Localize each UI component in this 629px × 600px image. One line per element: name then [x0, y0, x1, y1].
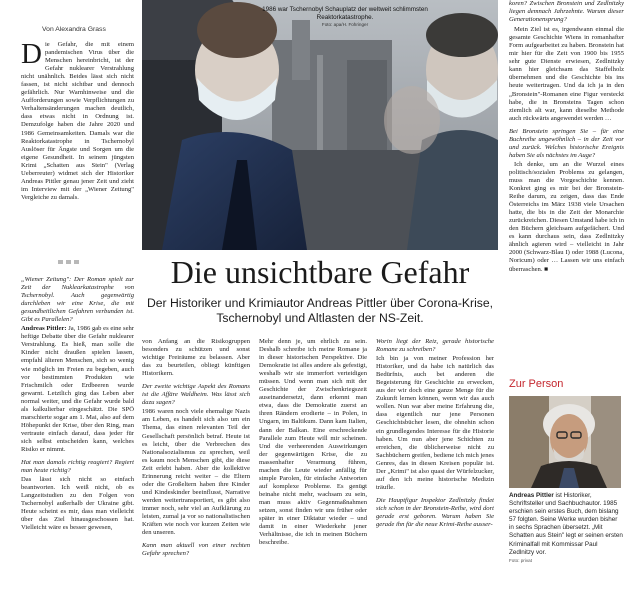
headline: Die unsichtbare Gefahr — [170, 254, 470, 290]
byline: Von Alexandra Grass — [42, 26, 106, 33]
question-6: Die Hauptfigur Inspektor Zedlnitzky findet sich schon in der Bronstein-Reihe, wird dort gerade erst geboren. Warum haben Sie gerade ihn für die neue Krimi-Reihe ausser- — [376, 496, 494, 529]
subheadline: Der Historiker und Krimiautor Andreas Pittler über Corona-Krise, Tschernobyl und Altlasten der NS-Zeit. — [146, 296, 494, 325]
drop-cap: D — [21, 41, 42, 70]
answer-5: Ich bin ja von meiner Profession her Historiker, und da habe ich natürlich das Bedürfnis, auch bei anderen die Begeisterung für Geschichte zu erwecken, aus der wir doch eine ganze Menge für die Zukunft lernen können, wenn wir das auch wollen. Nun war aber meine Erfahrung die, dass eigentlich nur jene Personen Geschichtsbücher lesen, die ohnehin schon ein grundlegendes Interesse für die Historie haben. Um nun aber jene Schichten zu erreichen, die üblicherweise nicht zu Sachbüchern greifen, bediene ich mich jenes Genres, das in diesen Kreisen populär ist. Der „Krimi" ist also quasi der Würfelzucker, auf den ich meine historische Medizin träufle. — [376, 355, 494, 491]
zur-person-heading: Zur Person — [509, 378, 564, 390]
column-1-lower — [21, 276, 134, 600]
answer-3: 1986 waren noch viele ehemalige Nazis am Leben, es handelt sich also um ein Thema, das einen relevanten Teil der Gesellschaft persönlich betraf. Heute ist es leicht, über die Verbrechen des Nationalsozialismus zu sprechen, weil es kaum noch Menschen gibt, die diese Zeit erlebt haben. Aber die kollektive Erinnerung reicht weiter – die Eltern oder die Großeltern haben ihre Kinder und Kindeskinder beeinflusst, Narrative werden weitertransportiert, es gibt also immer noch, sehr viel an Aufklärung zu leisten, zumal ja vor so nationalistischen Kräften wie noch vor kurzen Zeiten wie den unseren. — [142, 408, 250, 537]
question-3: Der zweite wichtige Aspekt des Romans ist die Affäre Waldheim. Was lässt sich dazu sagen? — [142, 383, 250, 407]
column-3 — [259, 338, 367, 600]
answer-2-continued: von Anfang an die Risikogruppen besonders zu schützen und sonst wichtige Freiräume zu belassen. Aber das zu beurteilen, obliegt künftigen Historikern. — [142, 338, 250, 378]
intro-paragraph — [21, 41, 134, 202]
question-4: Kann man aktuell von einer rechten Gefahr sprechen? — [142, 542, 250, 558]
author-bio — [509, 492, 623, 565]
column-5 — [509, 0, 624, 372]
answer-7 — [509, 161, 624, 274]
photo-credit: Foto: apa/H. Fohringer — [321, 22, 369, 27]
question-6-continued: koren? Zwischen Bronstein und Zedlnitzky liegen demnach Jahrzehnte. Warum dieser Generationensprung? — [509, 0, 624, 24]
caption-text: 1986 war Tschernobyl Schauplatz der weltweit schlimmsten Reaktorkatastrophe. — [262, 6, 428, 21]
author-name: Andreas Pittler — [509, 492, 554, 499]
end-mark: ■ — [544, 265, 549, 273]
answer-2: Das lässt sich nicht so einfach beantworten. Ich weiß nicht, ob es Langzeitstudien zu den Folgen von Tschernobyl außerhalb der Ukraine gibt. Heute scheint es mir, dass man vielleicht über das Ziel hinausgeschossen hat. Vielleicht wäre es besser gewesen, — [21, 476, 134, 532]
answer-4: Mehr denn je, um ehrlich zu sein. Deshalb schreibe ich meine Romane ja in dieser historischen Perspektive. Die Demokratie ist alles andere als gefestigt, weshalb wir sie immerfort verteidigen müssen. Und wenn man sich mit der Geschichte der Zwischenkriegszeit auseinandersetzt, dann erkennt man etwa, dass die Demokratie zuerst an ihren Rändern erodierte – in Polen, in Ungarn, im Baltikum. Dann kam Italien, dann der Balkan. Eine erschreckende Parallele zum Heute will mir scheinen. Und die verheerenden Auswirkungen der gegenwärtigen Krise, die zu massenhafter Verarmung führen, machen die Leute wieder anfällig für simple Parolen, für einfache Antworten auf komplexe Probleme. Es genügt beinahe nicht mehr, wachsam zu sein, man muss aktiv Gegenmaßnahmen setzen, sonst finden wir uns früher oder später in einer Diktatur wieder – und damit in einer Wiederkehr jener Verhältnisse, die ich in meinen Büchern beschreibe. — [259, 338, 367, 547]
question-2: Hat man damals richtig reagiert? Regiert man heute richtig? — [21, 459, 134, 475]
question-5: Worin liegt der Reiz, gerade historische Romane zu schreiben? — [376, 338, 494, 354]
author-bio-text: ist Historiker, Schriftsteller und Sachbuchautor. 1985 erschien sein erstes Buch, dem bislang 57 folgten. Seine Werke wurden bisher in sechs Sprachen übersetzt. „Mit Schatten aus Stein" legt er seinen ersten Kriminalfall mit Kommissar Paul Zedlnitzy vor. — [509, 492, 623, 556]
column-1 — [21, 41, 134, 257]
answer-1 — [21, 325, 134, 454]
answer-6: Mein Ziel ist es, irgendwann einmal die gesamte Geschichte Wiens in romanhafter Form aufgearbeitet zu haben. Bronstein hat mir hier für die Zeit von 1900 bis 1955 sehr gute Dienste erwiesen, Zedlnitzky kann hier gleichsam das Staffelholz übernehmen und die Geschichte bis ins heute weitertragen. Und da ich ja in den „Bronstein"-Romanen eine Figur versteckt habe, die in Bronsteins Tagen schon ziemlich alt war, kann dieselbe Methode auch rückwärts angewendet werden … — [509, 26, 624, 122]
author-portrait — [509, 396, 621, 488]
answer-1-speaker: Andreas Pittler: — [21, 325, 67, 333]
question-1: „Wiener Zeitung": Der Roman spielt zur Zeit der Nuklearkatastrophe von Tschernobyl. Auch gegenwärtig durchleben wir eine Krise, die mit gesundheitlichen Gefahren verbunden ist. Gibt es Parallelen? — [21, 276, 134, 324]
portrait-credit: Foto: privat — [509, 557, 532, 563]
photo-caption — [245, 6, 445, 29]
column-4 — [376, 338, 494, 600]
answer-1-text: Ja, 1986 gab es eine sehr heftige Debatte über die Gefahr nuklearer Verstrahlung. Es hieß, man solle die Kinder nicht draußen spielen lassen, empfahl älteren Menschen, sich so wenig wie möglich im Freien zu begeben, auch vor bestimmten Produkten wie Frischmilch oder Erdbeeren wurde gewarnt. Letztlich ging das Leben aber normal weiter, und die Gefahr wurde bald als kalkulierbar eingeschätzt. Die SPÖ marschierte sogar am 1. Mai, also auf dem Höhepunkt der Krise, über den Ring, man vertraute einfach darauf, dass jeder für sich selbst entscheiden kann, welches Risiko er nimmt. — [21, 325, 134, 453]
question-7: Bei Bronstein springen Sie – für eine Buchreihe ungewöhnlich – in der Zeit vor und zurück. Welches historische Ereignis haben Sie als nächstes im Auge? — [509, 127, 624, 159]
column-2 — [142, 338, 250, 600]
answer-7-text: Ich denke, um an die Wurzel eines politisch/sozialen Problems zu gelangen, muss man die Vorgeschichte kennen. Konkret ging es mir bei der Bronstein-Reihe darum, zu zeigen, dass das Ende Österreichs im März 1938 viele Ursachen hatte, die bis in die Zeit der Monarchie zurückreichen. Diesen Umstand habe ich in den Büchern gleichsam aufgefächert. Und es kann durchaus sein, dass Zedlnitzky ähnlich agieren wird – vielleicht in Jahr 2000 (Schwarz-Blau I) oder 1988 (Lucona, Noricum) oder … Lassen wir uns einfach überraschen. — [509, 160, 624, 273]
hero-photo — [142, 0, 498, 250]
section-separator — [58, 260, 79, 264]
intro-text: ie Gefahr, die mit einem pandemischen Virus über die Menschen hereinbricht, ist der Gefahr nuklearer Verstrahlung nicht unähnlich. Beides lässt sich nicht fassen, ist nicht sichtbar und dennoch gefährlich. Nur Warnhinweise und die Aufforderungen sowie Verpflichtungen zu Verhaltensänderungen machen deutlich, dass etwas nicht in Ordnung ist. Demzufolge haben die Jahre 2020 und 1986 Gemeinsamkeiten. Damals war die Reaktorkatastrophe in Tschernobyl Auslöser für Ängste und Sorgen um die eigene Gesundheit. In seinem jüngsten Krimi „Schatten aus Stein" (Verlag Ueberreuter) widmet sich der Historiker Andreas Pittler genau jener Zeit und zieht im Interview mit der „Wiener Zeitung" Vergleiche zu damals. — [21, 41, 134, 201]
